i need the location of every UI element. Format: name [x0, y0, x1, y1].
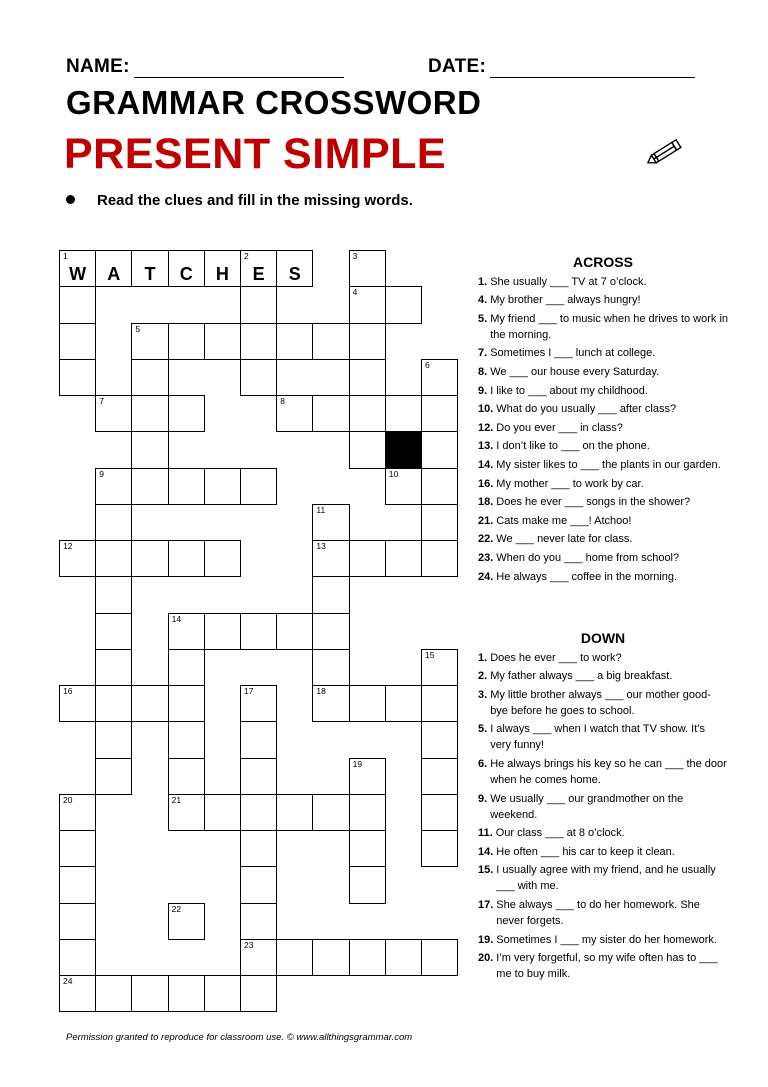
- clue-item-number: 15.: [478, 864, 494, 877]
- clue-item-number: 14.: [478, 845, 494, 858]
- clue-number: 9: [99, 468, 104, 479]
- date-label: DATE:: [428, 56, 487, 77]
- clue-number: 3: [352, 251, 358, 261]
- grid-cell[interactable]: [349, 359, 386, 396]
- grid-cell[interactable]: [312, 794, 349, 831]
- clue-item-number: 6.: [478, 757, 488, 770]
- grid-cell[interactable]: [95, 504, 132, 541]
- grid-cell[interactable]: [421, 468, 458, 505]
- grid-cell[interactable]: [385, 939, 422, 976]
- page-subtitle: PRESENT SIMPLE: [64, 130, 447, 178]
- clue-item-number: 12.: [478, 421, 494, 434]
- grid-cell[interactable]: [349, 431, 386, 468]
- grid-cell[interactable]: [421, 504, 458, 541]
- cell-letter: E: [252, 264, 265, 284]
- grid-cell[interactable]: [240, 613, 277, 650]
- grid-cell[interactable]: [95, 613, 132, 650]
- grid-cell[interactable]: [349, 540, 386, 577]
- clue-item-text: My mother ___ to work by car.: [496, 477, 644, 490]
- grid-cell[interactable]: [131, 975, 168, 1012]
- clue-item-text: Sometimes I ___ lunch at college.: [490, 347, 656, 360]
- grid-cell[interactable]: [95, 721, 132, 758]
- grid-cell[interactable]: [131, 359, 168, 396]
- clue-number: 8: [280, 396, 285, 406]
- clue-item: [478, 932, 728, 948]
- clue-item: [478, 292, 728, 308]
- page-title: GRAMMAR CROSSWORD: [66, 84, 482, 121]
- clue-item-text: He always brings his key so he can ___ the door when he comes home.: [490, 757, 727, 786]
- grid-cell[interactable]: [59, 866, 96, 903]
- grid-cell[interactable]: [131, 323, 168, 360]
- grid-cell[interactable]: [168, 468, 205, 505]
- clue-item-text: My little brother always ___ our mother good-bye before he goes to school.: [490, 688, 711, 717]
- grid-cell[interactable]: [349, 685, 386, 722]
- grid-cell[interactable]: [168, 649, 205, 686]
- grid-cell[interactable]: [59, 540, 96, 577]
- grid-cell[interactable]: [131, 250, 168, 287]
- clue-item: [478, 274, 728, 290]
- grid-cell[interactable]: [276, 939, 313, 976]
- grid-cell[interactable]: [204, 468, 241, 505]
- grid-cell[interactable]: [276, 613, 313, 650]
- clue-number: 6: [425, 359, 430, 370]
- clue-number: 2: [244, 251, 249, 261]
- grid-cell[interactable]: [168, 758, 205, 795]
- cell-letter: A: [107, 264, 121, 284]
- grid-cell[interactable]: [240, 685, 277, 722]
- grid-cell[interactable]: [421, 830, 458, 867]
- grid-cell[interactable]: [168, 685, 205, 722]
- grid-cell[interactable]: [240, 468, 277, 505]
- clue-number: 21: [171, 794, 182, 805]
- grid-cell[interactable]: [349, 830, 386, 867]
- clue-item-text: Does he ever ___ to work?: [490, 651, 622, 664]
- clue-item-number: 22.: [478, 533, 494, 546]
- grid-cell[interactable]: [421, 431, 458, 468]
- grid-cell[interactable]: [204, 613, 241, 650]
- grid-cell[interactable]: [95, 468, 132, 505]
- grid-cell[interactable]: [131, 468, 168, 505]
- clue-number: 7: [99, 396, 104, 406]
- grid-cell[interactable]: [168, 613, 205, 650]
- grid-cell[interactable]: [421, 794, 458, 831]
- grid-cell[interactable]: [131, 431, 168, 468]
- grid-cell[interactable]: [168, 250, 205, 287]
- clue-item-text: She usually ___ TV at 7 o’clock.: [490, 275, 647, 288]
- down-heading: DOWN: [580, 630, 626, 646]
- grid-cell[interactable]: [385, 540, 422, 577]
- clue-item: [478, 650, 728, 666]
- grid-cell[interactable]: [349, 323, 386, 360]
- clue-item-text: My sister likes to ___ the plants in our garden.: [496, 458, 721, 471]
- grid-cell[interactable]: [95, 649, 132, 686]
- grid-cell[interactable]: [240, 975, 277, 1012]
- clue-item: [478, 311, 728, 343]
- grid-cell[interactable]: [204, 250, 241, 287]
- clue-item: [478, 862, 728, 894]
- grid-cell[interactable]: [95, 685, 132, 722]
- clue-item-number: 2.: [478, 670, 488, 683]
- clue-item-number: 11.: [478, 827, 493, 840]
- clue-number: 13: [316, 541, 326, 551]
- grid-cell[interactable]: [59, 903, 96, 940]
- clue-item: [478, 420, 728, 436]
- clue-item: [478, 825, 728, 841]
- grid-cell[interactable]: [95, 576, 132, 613]
- clue-item: [478, 791, 728, 823]
- grid-cell[interactable]: [312, 540, 349, 577]
- grid-cell[interactable]: [95, 975, 132, 1012]
- clue-number: 22: [171, 903, 182, 914]
- grid-cell[interactable]: [312, 649, 349, 686]
- clue-item-text: Sometimes I ___ my sister do her homework.: [496, 933, 717, 946]
- clue-item-number: 1.: [478, 651, 488, 664]
- grid-cell[interactable]: [204, 794, 241, 831]
- clue-item-number: 10.: [478, 403, 494, 416]
- clue-item-number: 9.: [478, 384, 488, 397]
- grid-cell[interactable]: [349, 866, 386, 903]
- clue-number: 20: [63, 794, 73, 805]
- clue-item-number: 14.: [478, 458, 494, 471]
- grid-cell[interactable]: [59, 830, 96, 867]
- grid-cell[interactable]: [349, 250, 386, 287]
- clue-number: 14: [171, 613, 182, 624]
- clue-number: 16: [63, 686, 73, 696]
- grid-cell[interactable]: [131, 685, 168, 722]
- date-blank[interactable]: [490, 63, 695, 78]
- black-square: [385, 431, 422, 468]
- clue-number: 4: [352, 287, 358, 298]
- clue-item: [478, 494, 728, 510]
- grid-cell[interactable]: [204, 975, 241, 1012]
- clue-item-text: We usually ___ our grandmother on the weekend.: [490, 792, 684, 821]
- grid-cell[interactable]: [312, 504, 349, 541]
- instruction-text: Read the clues and fill in the missing words.: [97, 192, 413, 209]
- clue-item: [478, 401, 728, 417]
- grid-cell[interactable]: [421, 721, 458, 758]
- clue-number: 5: [135, 323, 141, 334]
- clue-number: 15: [425, 649, 435, 660]
- clue-item: [478, 364, 728, 380]
- grid-cell[interactable]: [312, 613, 349, 650]
- grid-cell[interactable]: [168, 395, 205, 432]
- grid-cell[interactable]: [131, 540, 168, 577]
- grid-cell[interactable]: [421, 395, 458, 432]
- grid-cell[interactable]: [240, 250, 277, 287]
- cell-letter: W: [69, 264, 87, 284]
- grid-cell[interactable]: [95, 250, 132, 287]
- grid-cell[interactable]: [349, 395, 386, 432]
- clue-number: 17: [244, 686, 254, 696]
- clue-item-text: Do you ever ___ in class?: [496, 421, 623, 434]
- grid-cell[interactable]: [240, 721, 277, 758]
- grid-cell[interactable]: [421, 685, 458, 722]
- clue-number: 12: [63, 541, 73, 551]
- clue-item-text: My friend ___ to music when he drives to work in the morning.: [490, 312, 729, 341]
- grid-cell[interactable]: [95, 395, 132, 432]
- grid-cell[interactable]: [349, 286, 386, 323]
- grid-cell[interactable]: [240, 939, 277, 976]
- grid-cell[interactable]: [59, 286, 96, 323]
- grid-cell[interactable]: [385, 685, 422, 722]
- clue-item: [478, 476, 728, 492]
- clue-item-text: Our class ___ at 8 o’clock.: [495, 827, 625, 840]
- clue-item-text: My father always ___ a big breakfast.: [490, 670, 673, 683]
- clue-item-number: 13.: [478, 440, 494, 453]
- grid-cell[interactable]: [168, 975, 205, 1012]
- clue-item-number: 4.: [478, 294, 488, 307]
- grid-cell[interactable]: [59, 685, 96, 722]
- grid-cell[interactable]: [59, 975, 96, 1012]
- clue-item: [478, 569, 728, 585]
- clue-item-text: We ___ our house every Saturday.: [490, 365, 660, 378]
- grid-cell[interactable]: [240, 758, 277, 795]
- clue-item: [478, 687, 728, 719]
- clue-number: 18: [316, 686, 326, 696]
- grid-cell[interactable]: [312, 685, 349, 722]
- grid-cell[interactable]: [421, 540, 458, 577]
- clue-number: 1: [63, 251, 68, 261]
- grid-cell[interactable]: [421, 359, 458, 396]
- clue-item: [478, 457, 728, 473]
- clue-item: [478, 383, 728, 399]
- grid-cell[interactable]: [421, 758, 458, 795]
- clue-item: [478, 550, 728, 566]
- grid-cell[interactable]: [59, 250, 96, 287]
- grid-cell[interactable]: [59, 794, 96, 831]
- clue-item-number: 7.: [478, 347, 488, 360]
- cell-letter: C: [179, 264, 193, 284]
- clue-item-number: 18.: [478, 496, 494, 509]
- grid-cell[interactable]: [240, 830, 277, 867]
- grid-cell[interactable]: [385, 468, 422, 505]
- clue-item: [478, 668, 728, 684]
- grid-cell[interactable]: [168, 794, 205, 831]
- name-field: [66, 56, 344, 78]
- grid-cell[interactable]: [240, 359, 277, 396]
- clue-item: [478, 844, 728, 860]
- clue-item: [478, 345, 728, 361]
- grid-cell[interactable]: [385, 395, 422, 432]
- clue-item-number: 5.: [478, 723, 488, 736]
- clue-item-number: 20.: [478, 952, 494, 965]
- grid-cell[interactable]: [421, 649, 458, 686]
- pencil-icon: [644, 134, 688, 170]
- clue-item: [478, 721, 728, 753]
- clue-item-text: We ___ never late for class.: [496, 533, 633, 546]
- grid-cell[interactable]: [95, 758, 132, 795]
- clue-item-text: What do you usually ___ after class?: [496, 403, 677, 416]
- clue-item-text: I usually agree with my friend, and he usually ___ with me.: [496, 864, 716, 893]
- clue-item-number: 8.: [478, 365, 488, 378]
- clue-item-number: 9.: [478, 792, 488, 805]
- cell-letter: T: [144, 264, 156, 284]
- footer-permission: Permission granted to reproduce for classroom use. © www.allthingsgrammar.com: [66, 1032, 413, 1043]
- down-clues: [478, 629, 728, 982]
- clue-item-text: I don’t like to ___ on the phone.: [496, 440, 650, 453]
- grid-cell[interactable]: [204, 540, 241, 577]
- grid-cell[interactable]: [240, 286, 277, 323]
- clue-number: 19: [352, 758, 363, 769]
- grid-cell[interactable]: [168, 721, 205, 758]
- grid-cell[interactable]: [168, 540, 205, 577]
- date-field: [428, 56, 695, 78]
- clue-item-text: He always ___ coffee in the morning.: [496, 570, 678, 583]
- grid-cell[interactable]: [59, 323, 96, 360]
- bullet-icon: [66, 195, 75, 204]
- clue-number: 10: [388, 468, 399, 479]
- clue-item-text: I like to ___ about my childhood.: [490, 384, 648, 397]
- clue-item: [478, 897, 728, 929]
- grid-cell[interactable]: [240, 323, 277, 360]
- clue-item-text: He often ___ his car to keep it clean.: [496, 845, 675, 858]
- across-heading: ACROSS: [573, 254, 633, 270]
- grid-cell[interactable]: [349, 794, 386, 831]
- clue-item: [478, 531, 728, 547]
- clue-item-number: 23.: [478, 551, 494, 564]
- grid-cell[interactable]: [276, 323, 313, 360]
- clue-item-number: 17.: [478, 898, 494, 911]
- grid-cell[interactable]: [95, 540, 132, 577]
- grid-cell[interactable]: [59, 359, 96, 396]
- grid-cell[interactable]: [204, 323, 241, 360]
- grid-cell[interactable]: [168, 903, 205, 940]
- clue-item-number: 1.: [478, 275, 488, 288]
- clue-number: 24: [63, 976, 73, 986]
- grid-cell[interactable]: [421, 939, 458, 976]
- grid-cell[interactable]: [312, 939, 349, 976]
- cell-letter: H: [215, 264, 229, 284]
- name-label: NAME:: [66, 56, 130, 77]
- instruction: [66, 192, 413, 209]
- across-clues: [478, 253, 728, 585]
- clue-item-text: I always ___ when I watch that TV show. It’s very funny!: [490, 723, 706, 752]
- clue-item-number: 24.: [478, 570, 494, 583]
- grid-cell[interactable]: [240, 903, 277, 940]
- grid-cell[interactable]: [312, 323, 349, 360]
- cell-letter: S: [288, 264, 301, 284]
- grid-cell[interactable]: [349, 758, 386, 795]
- clue-item-number: 3.: [478, 688, 488, 701]
- clue-number: 11: [316, 504, 326, 515]
- clue-item-number: 21.: [478, 514, 494, 527]
- clue-item-number: 5.: [478, 312, 488, 325]
- grid-cell[interactable]: [168, 323, 205, 360]
- clue-item: [478, 950, 728, 982]
- clue-item-text: Does he ever ___ songs in the shower?: [496, 496, 691, 509]
- grid-cell[interactable]: [276, 794, 313, 831]
- clue-item-text: My brother ___ always hungry!: [490, 294, 641, 307]
- clue-item-text: Cats make me ___! Atchoo!: [496, 514, 632, 527]
- clue-item: [478, 756, 728, 788]
- name-blank[interactable]: [134, 63, 344, 78]
- grid-cell[interactable]: [59, 939, 96, 976]
- clue-item-text: She always ___ to do her homework. She never forgets.: [496, 898, 700, 927]
- clue-item: [478, 438, 728, 454]
- grid-cell[interactable]: [240, 794, 277, 831]
- clue-item-number: 16.: [478, 477, 494, 490]
- clue-item-text: When do you ___ home from school?: [496, 551, 680, 564]
- grid-cell[interactable]: [240, 866, 277, 903]
- clue-number: 23: [244, 939, 254, 950]
- grid-cell[interactable]: [349, 939, 386, 976]
- grid-cell[interactable]: [276, 250, 313, 287]
- clue-item: [478, 513, 728, 529]
- clue-item-number: 19.: [478, 933, 494, 946]
- grid-cell[interactable]: [276, 395, 313, 432]
- clue-item-text: I’m very forgetful, so my wife often has to ___ me to buy milk.: [496, 952, 718, 981]
- grid-cell[interactable]: [312, 395, 349, 432]
- grid-cell[interactable]: [385, 286, 422, 323]
- grid-cell[interactable]: [131, 395, 168, 432]
- grid-cell[interactable]: [312, 576, 349, 613]
